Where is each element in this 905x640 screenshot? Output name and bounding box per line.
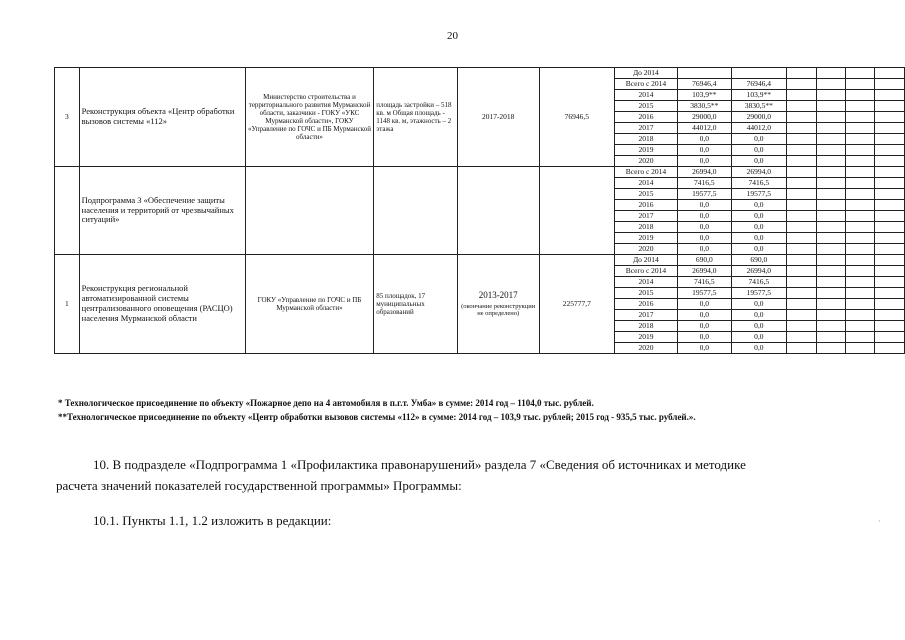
- empty-cell: [787, 222, 816, 233]
- empty-cell: [787, 123, 816, 134]
- amount-total: 0,0: [678, 211, 732, 222]
- empty-cell: [816, 288, 845, 299]
- empty-cell: [875, 134, 905, 145]
- empty-cell: [875, 222, 905, 233]
- empty-cell: [816, 299, 845, 310]
- year-label: 2016: [614, 112, 677, 123]
- object-name: Подпрограмма 3 «Обеспечение защиты населения и территорий от чрезвычайных ситуаций»: [79, 167, 245, 255]
- empty-cell: [875, 310, 905, 321]
- year-label: До 2014: [614, 255, 677, 266]
- empty-cell: [845, 321, 874, 332]
- amount-budget: 0,0: [731, 310, 787, 321]
- amount-budget: 7416,5: [731, 277, 787, 288]
- empty-cell: [787, 134, 816, 145]
- amount-total: 7416,5: [678, 178, 732, 189]
- amount-budget: 0,0: [731, 200, 787, 211]
- amount-budget: 0,0: [731, 299, 787, 310]
- year-label: Всего с 2014: [614, 266, 677, 277]
- empty-cell: [816, 321, 845, 332]
- page-number: 20: [447, 30, 458, 42]
- amount-total: 0,0: [678, 244, 732, 255]
- empty-cell: [845, 343, 874, 354]
- empty-cell: [875, 255, 905, 266]
- amount-total: 0,0: [678, 310, 732, 321]
- amount-budget: 29000,0: [731, 112, 787, 123]
- empty-cell: [787, 68, 816, 79]
- paragraph-10-1: 10.1. Пункты 1.1, 1.2 изложить в редакции:: [93, 513, 332, 528]
- row-number: 3: [55, 68, 80, 167]
- empty-cell: [875, 156, 905, 167]
- amount-total: 0,0: [678, 299, 732, 310]
- empty-cell: [875, 68, 905, 79]
- empty-cell: [787, 145, 816, 156]
- amount-total: 19577,5: [678, 288, 732, 299]
- amount-budget: 76946,4: [731, 79, 787, 90]
- empty-cell: [787, 200, 816, 211]
- empty-cell: [787, 178, 816, 189]
- empty-cell: [875, 178, 905, 189]
- table-row: [55, 68, 905, 79]
- year-label: 2018: [614, 222, 677, 233]
- footnote-1: * Технологическое присоединение по объекту «Пожарное депо на 4 автомобиля в п.г.т. Умба» в сумме: 2014 год – 1104,0 тыс. рублей.: [58, 398, 594, 408]
- amount-total: 0,0: [678, 321, 732, 332]
- cost: [539, 167, 614, 255]
- empty-cell: [787, 299, 816, 310]
- empty-cell: [816, 145, 845, 156]
- empty-cell: [787, 101, 816, 112]
- empty-cell: [816, 123, 845, 134]
- empty-cell: [816, 255, 845, 266]
- investment-table: [54, 67, 905, 354]
- paragraph-10-line-2: расчета значений показателей государственной программы» Программы:: [56, 478, 462, 493]
- empty-cell: [845, 277, 874, 288]
- amount-budget: 0,0: [731, 321, 787, 332]
- empty-cell: [875, 266, 905, 277]
- empty-cell: [845, 200, 874, 211]
- amount-total: 29000,0: [678, 112, 732, 123]
- capacity: площадь застройки – 518 кв. м Общая площадь - 1148 кв. м, этажность – 2 этажа: [374, 68, 457, 167]
- empty-cell: [845, 332, 874, 343]
- cost: 76946,5: [539, 68, 614, 167]
- year-label: 2014: [614, 277, 677, 288]
- empty-cell: [816, 332, 845, 343]
- amount-total: 103,9**: [678, 90, 732, 101]
- row-number: 1: [55, 255, 80, 354]
- empty-cell: [816, 112, 845, 123]
- year-label: 2016: [614, 200, 677, 211]
- period-note: (окончание реконструкции не определено): [461, 302, 536, 318]
- empty-cell: [787, 266, 816, 277]
- empty-cell: [816, 244, 845, 255]
- row-number: [55, 167, 80, 255]
- amount-budget: 0,0: [731, 244, 787, 255]
- empty-cell: [845, 189, 874, 200]
- amount-total: 7416,5: [678, 277, 732, 288]
- empty-cell: [816, 167, 845, 178]
- empty-cell: [875, 244, 905, 255]
- amount-budget: 690,0: [731, 255, 787, 266]
- year-label: Всего с 2014: [614, 167, 677, 178]
- empty-cell: [875, 123, 905, 134]
- amount-total: 3830,5**: [678, 101, 732, 112]
- amount-budget: 26994,0: [731, 266, 787, 277]
- amount-budget: 0,0: [731, 134, 787, 145]
- amount-total: 19577,5: [678, 189, 732, 200]
- amount-budget: 3830,5**: [731, 101, 787, 112]
- empty-cell: [845, 167, 874, 178]
- empty-cell: [875, 343, 905, 354]
- empty-cell: [845, 178, 874, 189]
- amount-budget: 19577,5: [731, 189, 787, 200]
- amount-total: 76946,4: [678, 79, 732, 90]
- capacity: 85 площадок, 17 муниципальных образований: [374, 255, 457, 354]
- cost: 225777,7: [539, 255, 614, 354]
- amount-budget: 7416,5: [731, 178, 787, 189]
- empty-cell: [845, 255, 874, 266]
- table-row: [55, 167, 905, 178]
- empty-cell: [787, 277, 816, 288]
- year-label: 2020: [614, 156, 677, 167]
- amount-total: 0,0: [678, 332, 732, 343]
- empty-cell: [845, 156, 874, 167]
- amount-budget: 0,0: [731, 222, 787, 233]
- empty-cell: [875, 167, 905, 178]
- year-label: 2018: [614, 134, 677, 145]
- amount-budget: 103,9**: [731, 90, 787, 101]
- empty-cell: [816, 79, 845, 90]
- amount-total: [678, 68, 732, 79]
- amount-budget: 0,0: [731, 211, 787, 222]
- table-row: [55, 255, 905, 266]
- empty-cell: [816, 343, 845, 354]
- empty-cell: [787, 321, 816, 332]
- amount-total: 0,0: [678, 343, 732, 354]
- amount-total: 0,0: [678, 200, 732, 211]
- empty-cell: [875, 299, 905, 310]
- year-label: 2016: [614, 299, 677, 310]
- empty-cell: [816, 222, 845, 233]
- empty-cell: [845, 79, 874, 90]
- empty-cell: [875, 189, 905, 200]
- empty-cell: [875, 79, 905, 90]
- amount-budget: 0,0: [731, 145, 787, 156]
- year-label: 2017: [614, 310, 677, 321]
- empty-cell: [787, 343, 816, 354]
- amount-total: 0,0: [678, 145, 732, 156]
- empty-cell: [845, 233, 874, 244]
- amount-budget: 0,0: [731, 343, 787, 354]
- amount-budget: 0,0: [731, 156, 787, 167]
- empty-cell: [787, 79, 816, 90]
- empty-cell: [816, 233, 845, 244]
- empty-cell: [787, 189, 816, 200]
- year-label: 2019: [614, 145, 677, 156]
- empty-cell: [787, 288, 816, 299]
- year-label: 2020: [614, 244, 677, 255]
- customer: ГОКУ «Управление по ГОЧС и ПБ Мурманской области»: [245, 255, 373, 354]
- object-name: Реконструкция объекта «Центр обработки вызовов системы «112»: [79, 68, 245, 167]
- empty-cell: [845, 288, 874, 299]
- empty-cell: [875, 288, 905, 299]
- year-label: 2019: [614, 233, 677, 244]
- paragraph-10-line-1: 10. В подразделе «Подпрограмма 1 «Профилактика правонарушений» раздела 7 «Сведения об источниках и методике: [93, 457, 746, 472]
- amount-total: 26994,0: [678, 167, 732, 178]
- empty-cell: [845, 299, 874, 310]
- amount-budget: 19577,5: [731, 288, 787, 299]
- empty-cell: [816, 277, 845, 288]
- empty-cell: [845, 112, 874, 123]
- year-label: 2015: [614, 189, 677, 200]
- empty-cell: [787, 90, 816, 101]
- empty-cell: [816, 211, 845, 222]
- empty-cell: [816, 156, 845, 167]
- period: [457, 68, 539, 167]
- empty-cell: [845, 266, 874, 277]
- empty-cell: [787, 310, 816, 321]
- empty-cell: [816, 68, 845, 79]
- period: [457, 255, 539, 354]
- amount-budget: 44012,0: [731, 123, 787, 134]
- empty-cell: [816, 101, 845, 112]
- year-label: 2014: [614, 178, 677, 189]
- period-years: 2013-2017: [478, 290, 518, 301]
- empty-cell: [845, 222, 874, 233]
- amount-total: 26994,0: [678, 266, 732, 277]
- amount-total: 0,0: [678, 222, 732, 233]
- customer: [245, 167, 373, 255]
- year-label: 2018: [614, 321, 677, 332]
- period-years: 2017-2018: [481, 111, 515, 121]
- empty-cell: [875, 211, 905, 222]
- empty-cell: [787, 255, 816, 266]
- period: [457, 167, 539, 255]
- year-label: 2017: [614, 211, 677, 222]
- empty-cell: [875, 145, 905, 156]
- year-label: 2015: [614, 288, 677, 299]
- amount-total: 44012,0: [678, 123, 732, 134]
- empty-cell: [875, 112, 905, 123]
- empty-cell: [845, 211, 874, 222]
- empty-cell: [875, 90, 905, 101]
- empty-cell: [816, 189, 845, 200]
- customer: Министерство строительства и территориального развития Мурманской области, заказчики - ГОКУ «УКС Мурманской области», ГОКУ «Управление по ГОЧС и ПБ Мурманской области»: [245, 68, 373, 167]
- empty-cell: [787, 244, 816, 255]
- empty-cell: [875, 200, 905, 211]
- capacity: [374, 167, 457, 255]
- empty-cell: [816, 90, 845, 101]
- scan-speck: ·: [878, 517, 881, 526]
- amount-total: 0,0: [678, 134, 732, 145]
- year-label: До 2014: [614, 68, 677, 79]
- object-name: Реконструкция региональной автоматизированной системы централизованного оповещения (РАСЦО) населения Мурманской области: [79, 255, 245, 354]
- empty-cell: [845, 68, 874, 79]
- year-label: 2017: [614, 123, 677, 134]
- year-label: 2014: [614, 90, 677, 101]
- empty-cell: [787, 112, 816, 123]
- amount-total: 690,0: [678, 255, 732, 266]
- empty-cell: [845, 134, 874, 145]
- empty-cell: [845, 244, 874, 255]
- year-label: Всего с 2014: [614, 79, 677, 90]
- empty-cell: [875, 101, 905, 112]
- empty-cell: [845, 101, 874, 112]
- amount-total: 0,0: [678, 233, 732, 244]
- year-label: 2019: [614, 332, 677, 343]
- amount-total: 0,0: [678, 156, 732, 167]
- empty-cell: [787, 233, 816, 244]
- empty-cell: [816, 134, 845, 145]
- empty-cell: [875, 277, 905, 288]
- empty-cell: [845, 145, 874, 156]
- year-label: 2015: [614, 101, 677, 112]
- empty-cell: [816, 310, 845, 321]
- empty-cell: [845, 310, 874, 321]
- amount-budget: [731, 68, 787, 79]
- empty-cell: [787, 156, 816, 167]
- empty-cell: [875, 233, 905, 244]
- amount-budget: 0,0: [731, 332, 787, 343]
- empty-cell: [787, 211, 816, 222]
- empty-cell: [816, 200, 845, 211]
- empty-cell: [845, 90, 874, 101]
- empty-cell: [787, 167, 816, 178]
- amount-budget: 26994,0: [731, 167, 787, 178]
- year-label: 2020: [614, 343, 677, 354]
- footnote-2: **Технологическое присоединение по объекту «Центр обработки вызовов системы «112» в сумме: 2014 год – 103,9 тыс. рублей; 2015 год - 935,5 тыс. рублей.».: [58, 412, 696, 422]
- empty-cell: [816, 178, 845, 189]
- empty-cell: [845, 123, 874, 134]
- empty-cell: [875, 321, 905, 332]
- amount-budget: 0,0: [731, 233, 787, 244]
- empty-cell: [875, 332, 905, 343]
- empty-cell: [816, 266, 845, 277]
- empty-cell: [787, 332, 816, 343]
